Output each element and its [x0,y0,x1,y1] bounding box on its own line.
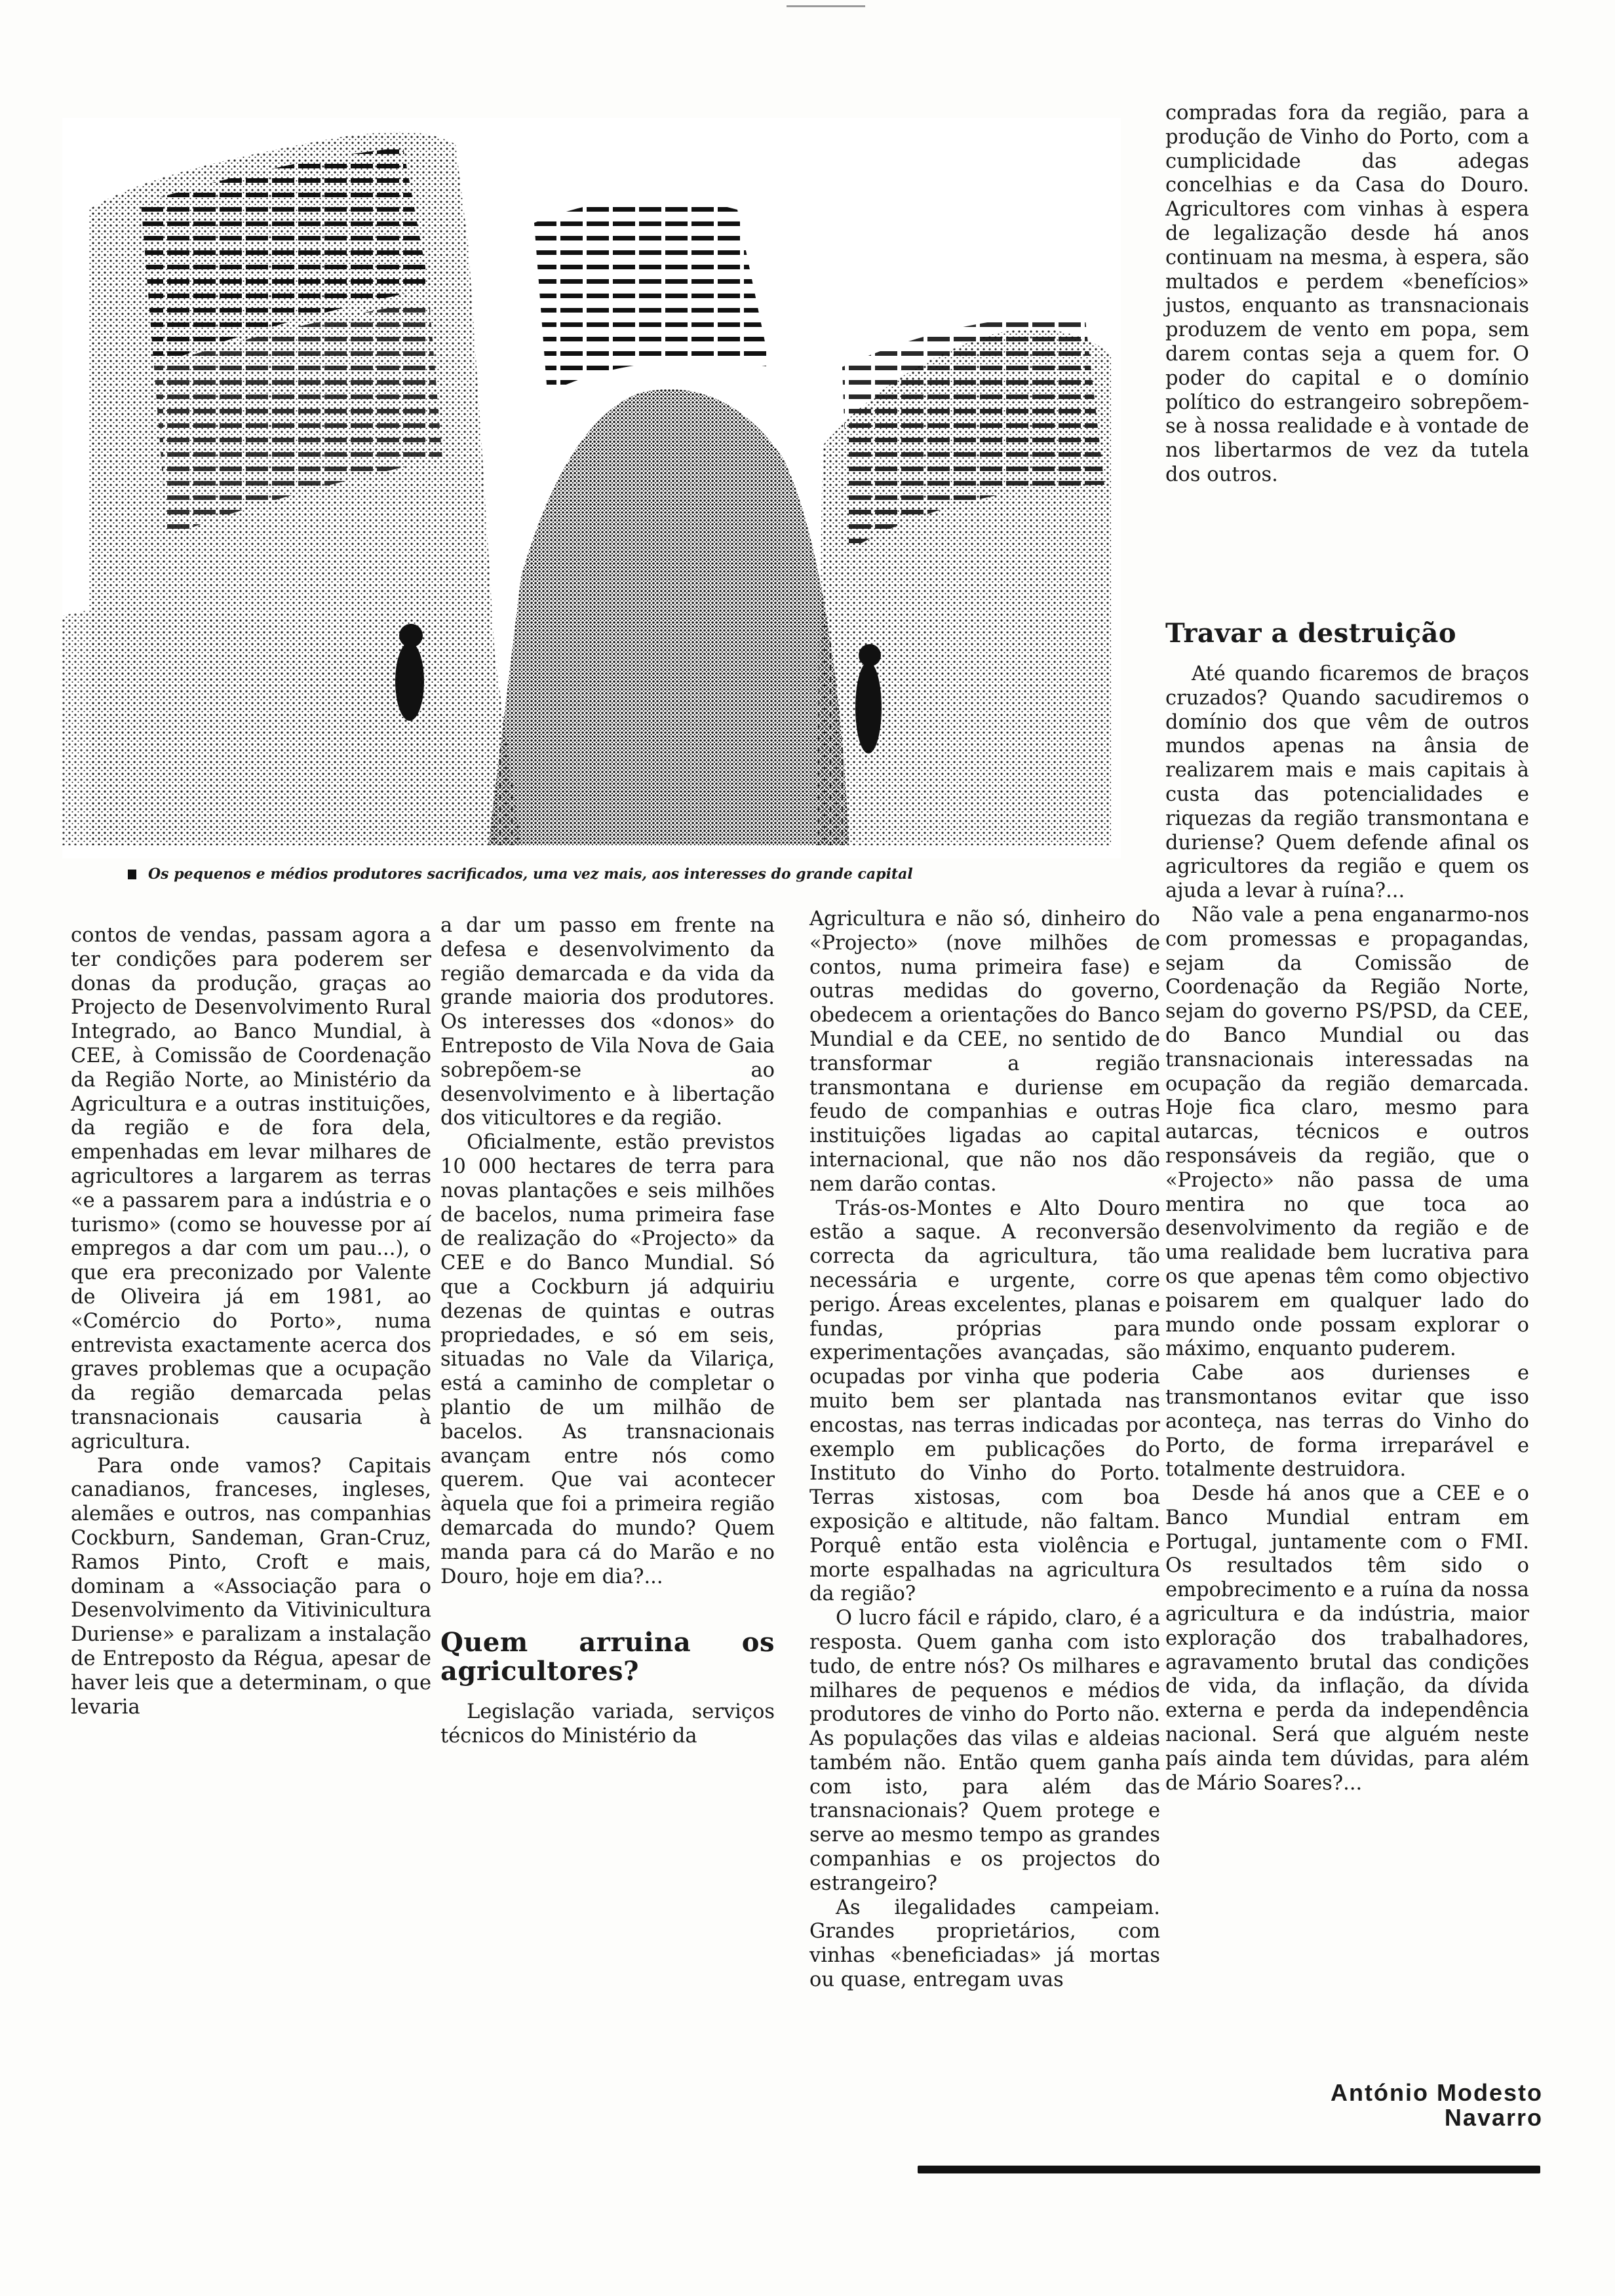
paragraph: O lucro fácil e rápido, claro, é a resposta. Quem ganha com isto tudo, de entre nós? Os milhares e milhares de pequenos e médios produtores de vinho do Porto não. As populações das vilas e aldeias também não. Então quem ganha com isto, para além das transnacionais? Quem protege e serve ao mesmo tempo as grandes companhias e os projectos do estrangeiro? [809,1607,1160,1895]
paragraph: Para onde vamos? Capitais canadianos, franceses, ingleses, alemães e outros, nas companhias Cockburn, Sandeman, Gran-Cruz, Ramos Pinto, Croft e mais, dominam a «Associação para o Desenvolvimento da Vitivinicultura Duriense» e paralizam a instalação de Entreposto da Régua, apesar de haver leis que a determinam, o que levaria [71,1454,431,1719]
paragraph: Agricultura e não só, dinheiro do «Projecto» (nove milhões de contos, numa primeira fase) e outras medidas do governo, obedecem a orientações do Banco Mundial e da CEE, no sentido de transformar a região transmontana e duriense em feudo de companhias e outras instituições ligadas ao capital internacional, que não nos dão nem darão contas. [809,908,1160,1196]
author-last-name: Navarro [1444,2104,1543,2131]
paragraph: As ilegalidades campeiam. Grandes proprietários, com vinhas «beneficiadas» já mortas ou quase, entregam uvas [809,1896,1160,1992]
bullet-icon [128,870,136,879]
article-column-3 [809,908,1160,1993]
paragraph: Até quando ficaremos de braços cruzados? Quando sacudiremos o domínio dos que vêm de outros mundos apenas na ânsia de realizarem mais e mais capitais à custa das potencialidades e riquezas da região transmontana e duriense? Quem defende afinal os agricultores da região e quem os ajuda a levar à ruína?... [1165,662,1529,903]
paragraph: compradas fora da região, para a produção de Vinho do Porto, com a cumplicidade das adegas concelhias e da Casa do Douro. Agricultores com vinhas à espera de legalização desde há anos continuam na mesma, à espera, são multados e perdem «benefícios» justos, enquanto as transnacionais produzem de vento em popa, sem darem contas seja a quem for. O poder do capital e o domínio político do estrangeiro sobrepõem-se à nossa realidade e à vontade de nos libertarmos de vez da tutela dos outros. [1165,102,1529,486]
article-column-2 [440,914,775,1749]
photo-caption [128,865,1111,883]
article-column-4 [1165,619,1529,1795]
end-rule [918,2166,1540,2173]
paragraph: Legislação variada, serviços técnicos do Ministério da [440,1700,775,1748]
paragraph: Cabe aos durienses e transmontanos evitar que isso aconteça, nas terras do Vinho do Porto, de forma irreparável e totalmente destruidora. [1165,1362,1529,1482]
article-column-4-top [1165,102,1529,488]
scan-mark [787,5,865,7]
paragraph: Desde há anos que a CEE e o Banco Mundial entram em Portugal, juntamente com o FMI. Os resultados têm sido o empobrecimento e a ruína da nossa agricultura e da indústria, maior exploração dos trabalhadores, agravamento brutal das condições de vida, da inflação, da dívida externa e perda da independência nacional. Será que alguém neste país ainda tem dúvidas, para além de Mário Soares?... [1165,1482,1529,1795]
section-heading: Travar a destruição [1165,618,1457,649]
paragraph: Oficialmente, estão previstos 10 000 hectares de terra para novas plantações e seis milhões de bacelos, numa primeira fase de realização do «Projecto» da CEE e do Banco Mundial. Só que a Cockburn já adquiriu dezenas de quintas e outras propriedades, e só em seis, situadas no Vale da Vilariça, está a caminho de completar o plantio de um milhão de bacelos. As transnacionais avançam entre nós como querem. Que vai acontecer àquela que foi a primeira região demarcada do mundo? Quem manda para cá do Marão e no Douro, hoje em dia?... [440,1131,775,1588]
paragraph: contos de vendas, passam agora a ter condições para poderem ser donas da produção, graças ao Projecto de Desenvolvimento Rural Integrado, ao Banco Mundial, à CEE, à Comissão de Coordenação da Região Norte, ao Ministério da Agricultura e a outras instituições, da região e de fora dela, empenhadas em levar milhares de agricultores a largarem as terras «e a passarem para a indústria e o turismo» (como se houvesse por aí empregos a dar com um pau...), o que era preconizado por Valente de Oliveira já em 1981, ao «Comércio do Porto», numa entrevista exactamente acerca dos graves problemas que a ocupação da região demarcada pelas transnacionais causaria à agricultura. [71,924,431,1453]
author-first-name: António Modesto [1331,2079,1543,2106]
paragraph: a dar um passo em frente na defesa e desenvolvimento da região demarcada e da vida da grande maioria dos produtores. Os interesses dos «donos» do Entreposto de Vila Nova de Gaia sobrepõem-se ao desenvolvimento e à libertação dos viticultores e da região. [440,914,775,1130]
paragraph: Trás-os-Montes e Alto Douro estão a saque. A reconversão correcta da agricultura, tão necessária e urgente, corre perigo. Áreas excelentes, planas e fundas, próprias para experimentações avançadas, são ocupadas por vinha que poderia muito bem ser plantada nas encostas, nas terras indicadas por exemplo em publicações do Instituto do Vinho do Porto. Terras xistosas, com boa exposição e altitude, não faltam. Porquê então esta violência e morte espalhadas na agricultura da região? [809,1196,1160,1606]
author-signature [1331,2080,1543,2130]
section-heading: Quem arruina os agricultores? [440,1627,775,1687]
caption-text: Os pequenos e médios produtores sacrificados, uma vez mais, aos interesses do grande capital [148,866,913,883]
paragraph: Não vale a pena enganarmo-nos com promessas e propagandas, sejam da Comissão de Coordenação da Região Norte, sejam do governo PS/PSD, da CEE, do Banco Mundial ou das transnacionais interessadas na ocupação da região demarcada. Hoje fica claro, mesmo para autarcas, técnicos e outros responsáveis da região, que o «Projecto» não passa de uma mentira no que toca ao desenvolvimento da região e de uma realidade bem lucrativa para os que apenas têm como objectivo poisarem em qualquer lado do mundo onde possam explorar o máximo, enquanto puderem. [1165,903,1529,1361]
article-column-1 [71,924,431,1719]
vineyard-terraces-photo [62,118,1121,858]
